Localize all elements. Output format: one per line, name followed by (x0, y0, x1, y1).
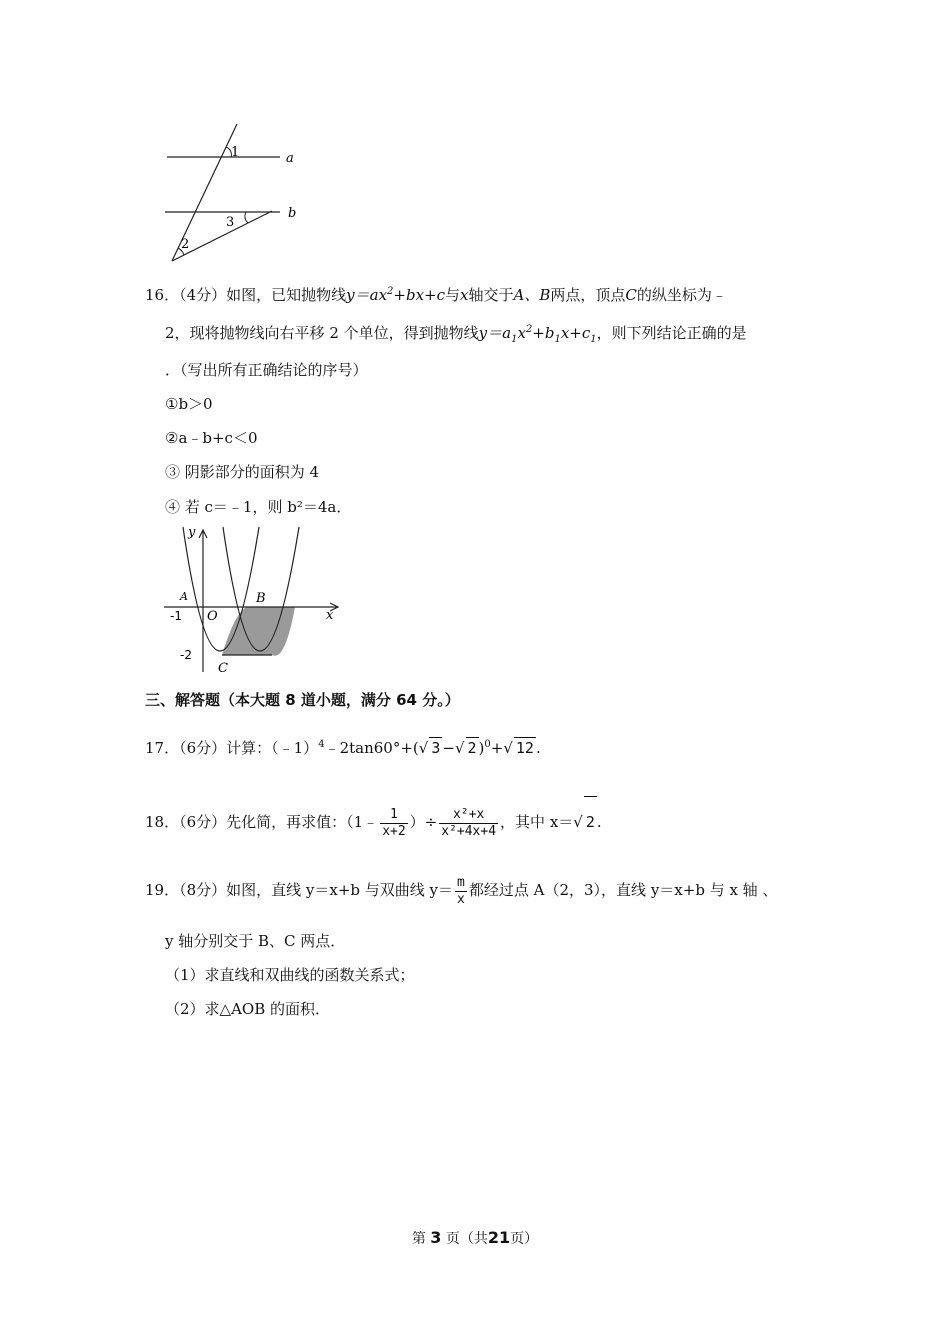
q19-part-2: （2）求△AOB 的面积． (165, 1000, 331, 1018)
point-b-label: B (256, 591, 266, 606)
q16-option-1: ①b＞0 (165, 395, 213, 413)
shaded-region (222, 607, 295, 656)
fraction-m-over-x (455, 875, 467, 908)
total-page-count: 21 (487, 1228, 511, 1247)
q18-line: 18．（6分）先化简，再求值：（1﹣ $\frac{1}{x+2}$ ）÷ $\frac{\text{x²+x}}{\text{x²+4x+4}}$ ，其中 x＝√ 2 . (145, 796, 602, 846)
q16-text: ，则下列结论正确的是 (596, 324, 747, 342)
q19-part-1: （1）求直线和双曲线的函数关系式； (165, 966, 415, 984)
q18-score: （6分） (179, 813, 227, 831)
current-page-number: 3 (430, 1228, 442, 1247)
fraction-denominator: x+2 (382, 823, 406, 839)
q18-text: . (596, 813, 602, 831)
footer-text: 第 (411, 1231, 426, 1247)
fraction-numerator: m (457, 874, 465, 890)
line-b-label: b (288, 206, 297, 221)
angle-3-label: 3 (226, 215, 235, 230)
section-3-heading: 三、解答题（本大题 8 道小题，满分 64 分。） (145, 691, 460, 709)
origin-label: O (207, 609, 218, 624)
sqrt-3: 3 (431, 739, 441, 757)
q16-text: 的纵坐标为﹣ (636, 286, 727, 304)
parallel-lines-figure (160, 120, 320, 270)
q17-text: ﹣2tan60°+ (324, 739, 413, 757)
q16-text: 轴交于 (468, 286, 514, 304)
q17-exponent: 4 (318, 739, 325, 750)
angle-2-label: 2 (181, 237, 190, 252)
q16-text: 如图，已知抛物线 (226, 286, 347, 304)
q16-equation: $y=ax^2+bx+c$ (346, 286, 446, 304)
sqrt-2: 2 (467, 739, 477, 757)
q16-score: （4分） (179, 286, 227, 304)
page-footer (0, 1228, 950, 1248)
q16-text: x (460, 286, 469, 304)
q19-line1 (145, 868, 777, 912)
q16-number: 16． (145, 286, 180, 304)
y-axis-label: y (188, 525, 196, 540)
q16-equation-2: $y=a_1x^2+b_1x+c_1$ (478, 324, 597, 345)
q19-score: （8分） (179, 881, 227, 899)
point-c-label: C (218, 661, 228, 676)
q16-text: C (625, 286, 637, 304)
fraction-denominator: x (457, 891, 465, 907)
sqrt-12: 12 (515, 739, 534, 757)
q17-exponent-0: 0 (484, 739, 491, 750)
slant-line (172, 211, 272, 261)
fraction-quadratic (439, 807, 498, 840)
x-axis-label: x (326, 608, 334, 623)
parabola-figure (160, 522, 350, 680)
footer-text: 页（共 (445, 1231, 488, 1247)
q16-line2 (165, 323, 747, 343)
q16-line1 (145, 285, 727, 305)
q19-line2: y 轴分别交于 B、C 两点． (165, 932, 346, 950)
line-a-label: a (286, 151, 294, 166)
q16-text: 2，现将抛物线向右平移 2 个单位，得到抛物线 (165, 324, 479, 342)
q17-text: 计算：（﹣1） (226, 739, 319, 757)
q17-paren-expression: (√ 3 −√ 2 ) (412, 739, 485, 757)
angle-1-label: 1 (231, 145, 240, 160)
q18-text: ）÷ (409, 813, 438, 831)
q16-option-2: ②a﹣b+c＜0 (165, 429, 258, 447)
q19-number: 19． (145, 881, 180, 899)
tick-minus-2: -2 (180, 648, 192, 662)
q16-option-3: ③ 阴影部分的面积为 4 (165, 463, 320, 481)
footer-text: 页） (510, 1231, 539, 1247)
q19-text: 都经过点 A（2，3），直线 y＝x+b 与 x 轴 、 (468, 881, 778, 899)
q18-text: 先化简，再求值：（1﹣ (226, 813, 379, 831)
q16-text: 与 (445, 286, 461, 304)
fraction-numerator: 1 (390, 806, 398, 822)
q17-text: . (535, 739, 541, 757)
q17-number: 17． (145, 739, 180, 757)
q16-line3: ．（写出所有正确结论的序号） (165, 361, 368, 379)
q17-line: 17．（6分）计算：（﹣1）$^4$﹣2tan60°+(√ 3 −√ 2 )$^0$+√ 12 . (145, 739, 541, 757)
q18-number: 18． (145, 813, 180, 831)
angle-3-arc (245, 212, 248, 223)
q16-option-4: ④ 若 c＝﹣1，则 b²＝4a． (165, 498, 352, 516)
q17-score: （6分） (179, 739, 227, 757)
sqrt-2: 2 (584, 796, 597, 847)
q16-text: 两点，顶点 (550, 286, 626, 304)
q18-text: ，其中 x＝ (500, 813, 574, 831)
tick-minus-1: -1 (170, 609, 182, 623)
point-a-label: A (180, 590, 188, 603)
fraction-numerator: x²+x (452, 806, 485, 822)
q19-text: 如图，直线 y＝x+b 与双曲线 y＝ (226, 881, 454, 899)
fraction-1-over-x-plus-2 (380, 807, 407, 840)
q16-text: A、B (513, 286, 551, 304)
fraction-denominator: x²+4x+4 (441, 823, 497, 839)
